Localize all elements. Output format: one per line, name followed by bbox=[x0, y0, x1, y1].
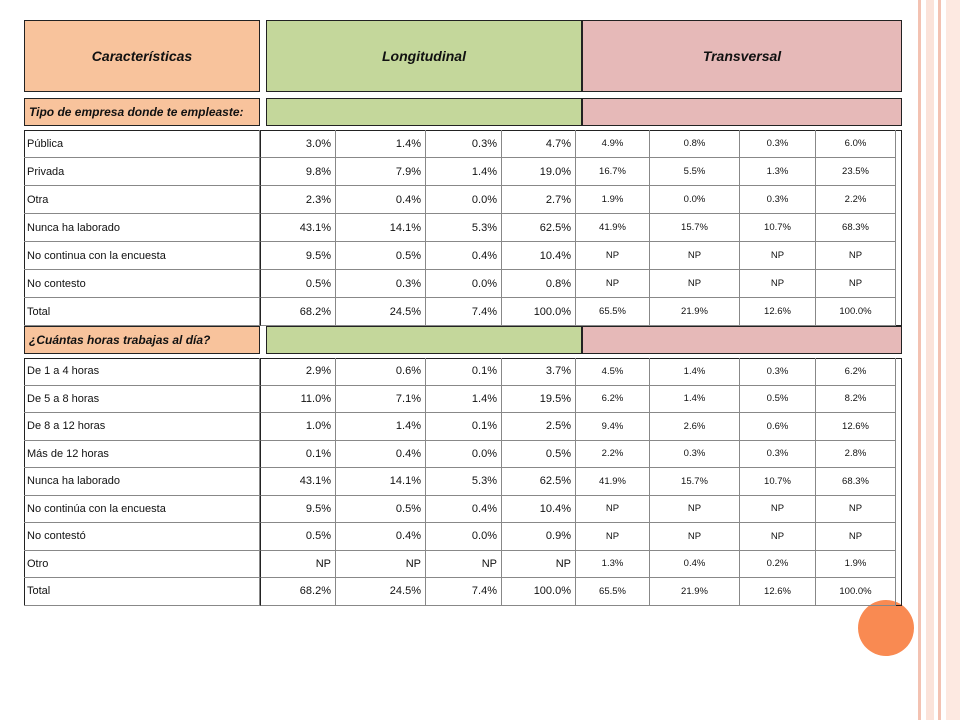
long-cell: 0.1% bbox=[426, 358, 502, 386]
trans-cell: 1.4% bbox=[650, 358, 740, 386]
long-cell: 1.4% bbox=[336, 130, 426, 158]
table-row bbox=[24, 551, 896, 579]
trans-cell: NP bbox=[650, 523, 740, 551]
long-cell: 0.5% bbox=[336, 242, 426, 270]
section1-long-fill bbox=[266, 98, 582, 126]
row-label: Total bbox=[24, 578, 260, 606]
long-cell: 68.2% bbox=[260, 298, 336, 326]
trans-cell: 0.3% bbox=[740, 358, 816, 386]
row-label: Nunca ha laborado bbox=[24, 468, 260, 496]
table-row bbox=[24, 186, 896, 214]
table-row bbox=[24, 214, 896, 242]
trans-cell: 6.2% bbox=[576, 386, 650, 414]
trans-cell: 12.6% bbox=[740, 298, 816, 326]
trans-cell: NP bbox=[816, 242, 896, 270]
trans-cell: 16.7% bbox=[576, 158, 650, 186]
long-cell: 3.7% bbox=[502, 358, 576, 386]
long-cell: NP bbox=[426, 551, 502, 579]
trans-cell: 65.5% bbox=[576, 578, 650, 606]
row-label: De 8 a 12 horas bbox=[24, 413, 260, 441]
long-cell: 7.9% bbox=[336, 158, 426, 186]
long-cell: 0.3% bbox=[426, 130, 502, 158]
trans-cell: 15.7% bbox=[650, 468, 740, 496]
long-cell: 0.4% bbox=[426, 242, 502, 270]
trans-cell: 0.5% bbox=[740, 386, 816, 414]
trans-cell: 0.0% bbox=[650, 186, 740, 214]
long-cell: 0.0% bbox=[426, 523, 502, 551]
trans-cell: 2.2% bbox=[576, 441, 650, 469]
trans-cell: 2.2% bbox=[816, 186, 896, 214]
long-cell: 0.1% bbox=[260, 441, 336, 469]
trans-cell: NP bbox=[650, 242, 740, 270]
long-cell: 11.0% bbox=[260, 386, 336, 414]
trans-cell: NP bbox=[650, 496, 740, 524]
long-cell: 0.5% bbox=[502, 441, 576, 469]
row-label: Otro bbox=[24, 551, 260, 579]
row-label: De 5 a 8 horas bbox=[24, 386, 260, 414]
long-cell: 14.1% bbox=[336, 214, 426, 242]
trans-cell: 0.8% bbox=[650, 130, 740, 158]
long-cell: 0.0% bbox=[426, 441, 502, 469]
section2-trans-fill bbox=[582, 326, 902, 354]
table-row bbox=[24, 158, 896, 186]
section1-title bbox=[24, 98, 260, 126]
table-row bbox=[24, 270, 896, 298]
trans-cell: 68.3% bbox=[816, 468, 896, 496]
table-row bbox=[24, 298, 896, 326]
trans-cell: 10.7% bbox=[740, 214, 816, 242]
row-label: Más de 12 horas bbox=[24, 441, 260, 469]
trans-cell: 2.6% bbox=[650, 413, 740, 441]
section2-long-fill bbox=[266, 326, 582, 354]
long-cell: 9.8% bbox=[260, 158, 336, 186]
trans-cell: NP bbox=[576, 523, 650, 551]
long-cell: 5.3% bbox=[426, 468, 502, 496]
long-cell: 19.5% bbox=[502, 386, 576, 414]
long-cell: 0.3% bbox=[336, 270, 426, 298]
table-row bbox=[24, 496, 896, 524]
trans-cell: 100.0% bbox=[816, 578, 896, 606]
trans-cell: 1.3% bbox=[576, 551, 650, 579]
table-row bbox=[24, 578, 896, 606]
trans-cell: 41.9% bbox=[576, 214, 650, 242]
trans-cell: NP bbox=[740, 523, 816, 551]
table-row bbox=[24, 468, 896, 496]
long-cell: 7.4% bbox=[426, 298, 502, 326]
long-cell: 2.9% bbox=[260, 358, 336, 386]
long-cell: 0.4% bbox=[426, 496, 502, 524]
trans-cell: NP bbox=[650, 270, 740, 298]
trans-cell: 0.3% bbox=[650, 441, 740, 469]
trans-cell: 5.5% bbox=[650, 158, 740, 186]
trans-cell: 65.5% bbox=[576, 298, 650, 326]
long-cell: 2.7% bbox=[502, 186, 576, 214]
header-transversal bbox=[582, 20, 902, 92]
trans-cell: 1.3% bbox=[740, 158, 816, 186]
trans-cell: NP bbox=[576, 270, 650, 298]
long-cell: 0.5% bbox=[336, 496, 426, 524]
long-cell: 1.0% bbox=[260, 413, 336, 441]
trans-cell: 1.4% bbox=[650, 386, 740, 414]
header-caracteristicas-label: Características bbox=[91, 48, 193, 64]
row-label: De 1 a 4 horas bbox=[24, 358, 260, 386]
decor-stripe-4 bbox=[946, 0, 960, 720]
row-label: No continua con la encuesta bbox=[24, 242, 260, 270]
long-cell: 24.5% bbox=[336, 298, 426, 326]
trans-cell: 0.3% bbox=[740, 186, 816, 214]
table-row bbox=[24, 386, 896, 414]
decor-stripe-1 bbox=[918, 0, 921, 720]
row-label: No continúa con la encuesta bbox=[24, 496, 260, 524]
long-cell: 2.5% bbox=[502, 413, 576, 441]
trans-cell: 10.7% bbox=[740, 468, 816, 496]
trans-cell: NP bbox=[740, 242, 816, 270]
long-cell: 0.4% bbox=[336, 441, 426, 469]
long-cell: 0.4% bbox=[336, 523, 426, 551]
long-cell: 0.5% bbox=[260, 523, 336, 551]
section2-title-text: ¿Cuántas horas trabajas al día? bbox=[29, 333, 211, 347]
long-cell: 0.4% bbox=[336, 186, 426, 214]
table-row bbox=[24, 358, 896, 386]
long-cell: 0.8% bbox=[502, 270, 576, 298]
long-cell: 62.5% bbox=[502, 214, 576, 242]
trans-cell: NP bbox=[816, 270, 896, 298]
long-cell: 1.4% bbox=[336, 413, 426, 441]
row-label: Total bbox=[24, 298, 260, 326]
trans-cell: 68.3% bbox=[816, 214, 896, 242]
table-row bbox=[24, 523, 896, 551]
long-cell: NP bbox=[502, 551, 576, 579]
table-row bbox=[24, 413, 896, 441]
long-cell: 0.1% bbox=[426, 413, 502, 441]
trans-cell: 12.6% bbox=[740, 578, 816, 606]
long-cell: 10.4% bbox=[502, 242, 576, 270]
long-cell: 7.1% bbox=[336, 386, 426, 414]
trans-cell: 1.9% bbox=[816, 551, 896, 579]
long-cell: 0.0% bbox=[426, 186, 502, 214]
long-cell: 0.5% bbox=[260, 270, 336, 298]
long-cell: 24.5% bbox=[336, 578, 426, 606]
long-cell: NP bbox=[260, 551, 336, 579]
row-label: Otra bbox=[24, 186, 260, 214]
accent-circle bbox=[858, 600, 914, 656]
long-cell: 100.0% bbox=[502, 298, 576, 326]
decor-stripe-2 bbox=[926, 0, 934, 720]
trans-cell: 1.9% bbox=[576, 186, 650, 214]
trans-cell: NP bbox=[576, 496, 650, 524]
long-cell: 3.0% bbox=[260, 130, 336, 158]
trans-cell: 21.9% bbox=[650, 298, 740, 326]
trans-cell: 6.2% bbox=[816, 358, 896, 386]
long-cell: 1.4% bbox=[426, 158, 502, 186]
trans-cell: NP bbox=[740, 270, 816, 298]
trans-cell: NP bbox=[576, 242, 650, 270]
table-row bbox=[24, 130, 896, 158]
long-cell: 43.1% bbox=[260, 214, 336, 242]
row-label: No contesto bbox=[24, 270, 260, 298]
decor-stripe-3 bbox=[938, 0, 941, 720]
trans-cell: 12.6% bbox=[816, 413, 896, 441]
trans-cell: 0.4% bbox=[650, 551, 740, 579]
row-label: Nunca ha laborado bbox=[24, 214, 260, 242]
long-cell: 10.4% bbox=[502, 496, 576, 524]
long-cell: 62.5% bbox=[502, 468, 576, 496]
long-cell: 43.1% bbox=[260, 468, 336, 496]
trans-cell: 4.5% bbox=[576, 358, 650, 386]
long-cell: 0.6% bbox=[336, 358, 426, 386]
trans-cell: 15.7% bbox=[650, 214, 740, 242]
table-row bbox=[24, 441, 896, 469]
long-cell: 9.5% bbox=[260, 242, 336, 270]
row-label: No contestó bbox=[24, 523, 260, 551]
trans-cell: 0.6% bbox=[740, 413, 816, 441]
long-cell: NP bbox=[336, 551, 426, 579]
trans-cell: 100.0% bbox=[816, 298, 896, 326]
section1-trans-fill bbox=[582, 98, 902, 126]
trans-cell: NP bbox=[740, 496, 816, 524]
trans-cell: 41.9% bbox=[576, 468, 650, 496]
trans-cell: 9.4% bbox=[576, 413, 650, 441]
long-cell: 14.1% bbox=[336, 468, 426, 496]
trans-cell: 21.9% bbox=[650, 578, 740, 606]
long-cell: 100.0% bbox=[502, 578, 576, 606]
data-table bbox=[24, 20, 902, 608]
row-label: Privada bbox=[24, 158, 260, 186]
header-transversal-label: Transversal bbox=[702, 48, 782, 64]
trans-cell: 23.5% bbox=[816, 158, 896, 186]
trans-cell: NP bbox=[816, 496, 896, 524]
trans-cell: 0.3% bbox=[740, 441, 816, 469]
trans-cell: 0.3% bbox=[740, 130, 816, 158]
table-row bbox=[24, 242, 896, 270]
trans-cell: 2.8% bbox=[816, 441, 896, 469]
long-cell: 68.2% bbox=[260, 578, 336, 606]
long-cell: 0.9% bbox=[502, 523, 576, 551]
trans-cell: 0.2% bbox=[740, 551, 816, 579]
header-caracteristicas bbox=[24, 20, 260, 92]
header-longitudinal bbox=[266, 20, 582, 92]
trans-cell: 8.2% bbox=[816, 386, 896, 414]
row-label: Pública bbox=[24, 130, 260, 158]
long-cell: 4.7% bbox=[502, 130, 576, 158]
section2-title bbox=[24, 326, 260, 354]
long-cell: 7.4% bbox=[426, 578, 502, 606]
long-cell: 2.3% bbox=[260, 186, 336, 214]
trans-cell: 6.0% bbox=[816, 130, 896, 158]
section1-title-text: Tipo de empresa donde te empleaste: bbox=[29, 105, 244, 119]
long-cell: 19.0% bbox=[502, 158, 576, 186]
long-cell: 0.0% bbox=[426, 270, 502, 298]
header-longitudinal-label: Longitudinal bbox=[382, 48, 466, 64]
long-cell: 5.3% bbox=[426, 214, 502, 242]
long-cell: 9.5% bbox=[260, 496, 336, 524]
trans-cell: NP bbox=[816, 523, 896, 551]
long-cell: 1.4% bbox=[426, 386, 502, 414]
trans-cell: 4.9% bbox=[576, 130, 650, 158]
